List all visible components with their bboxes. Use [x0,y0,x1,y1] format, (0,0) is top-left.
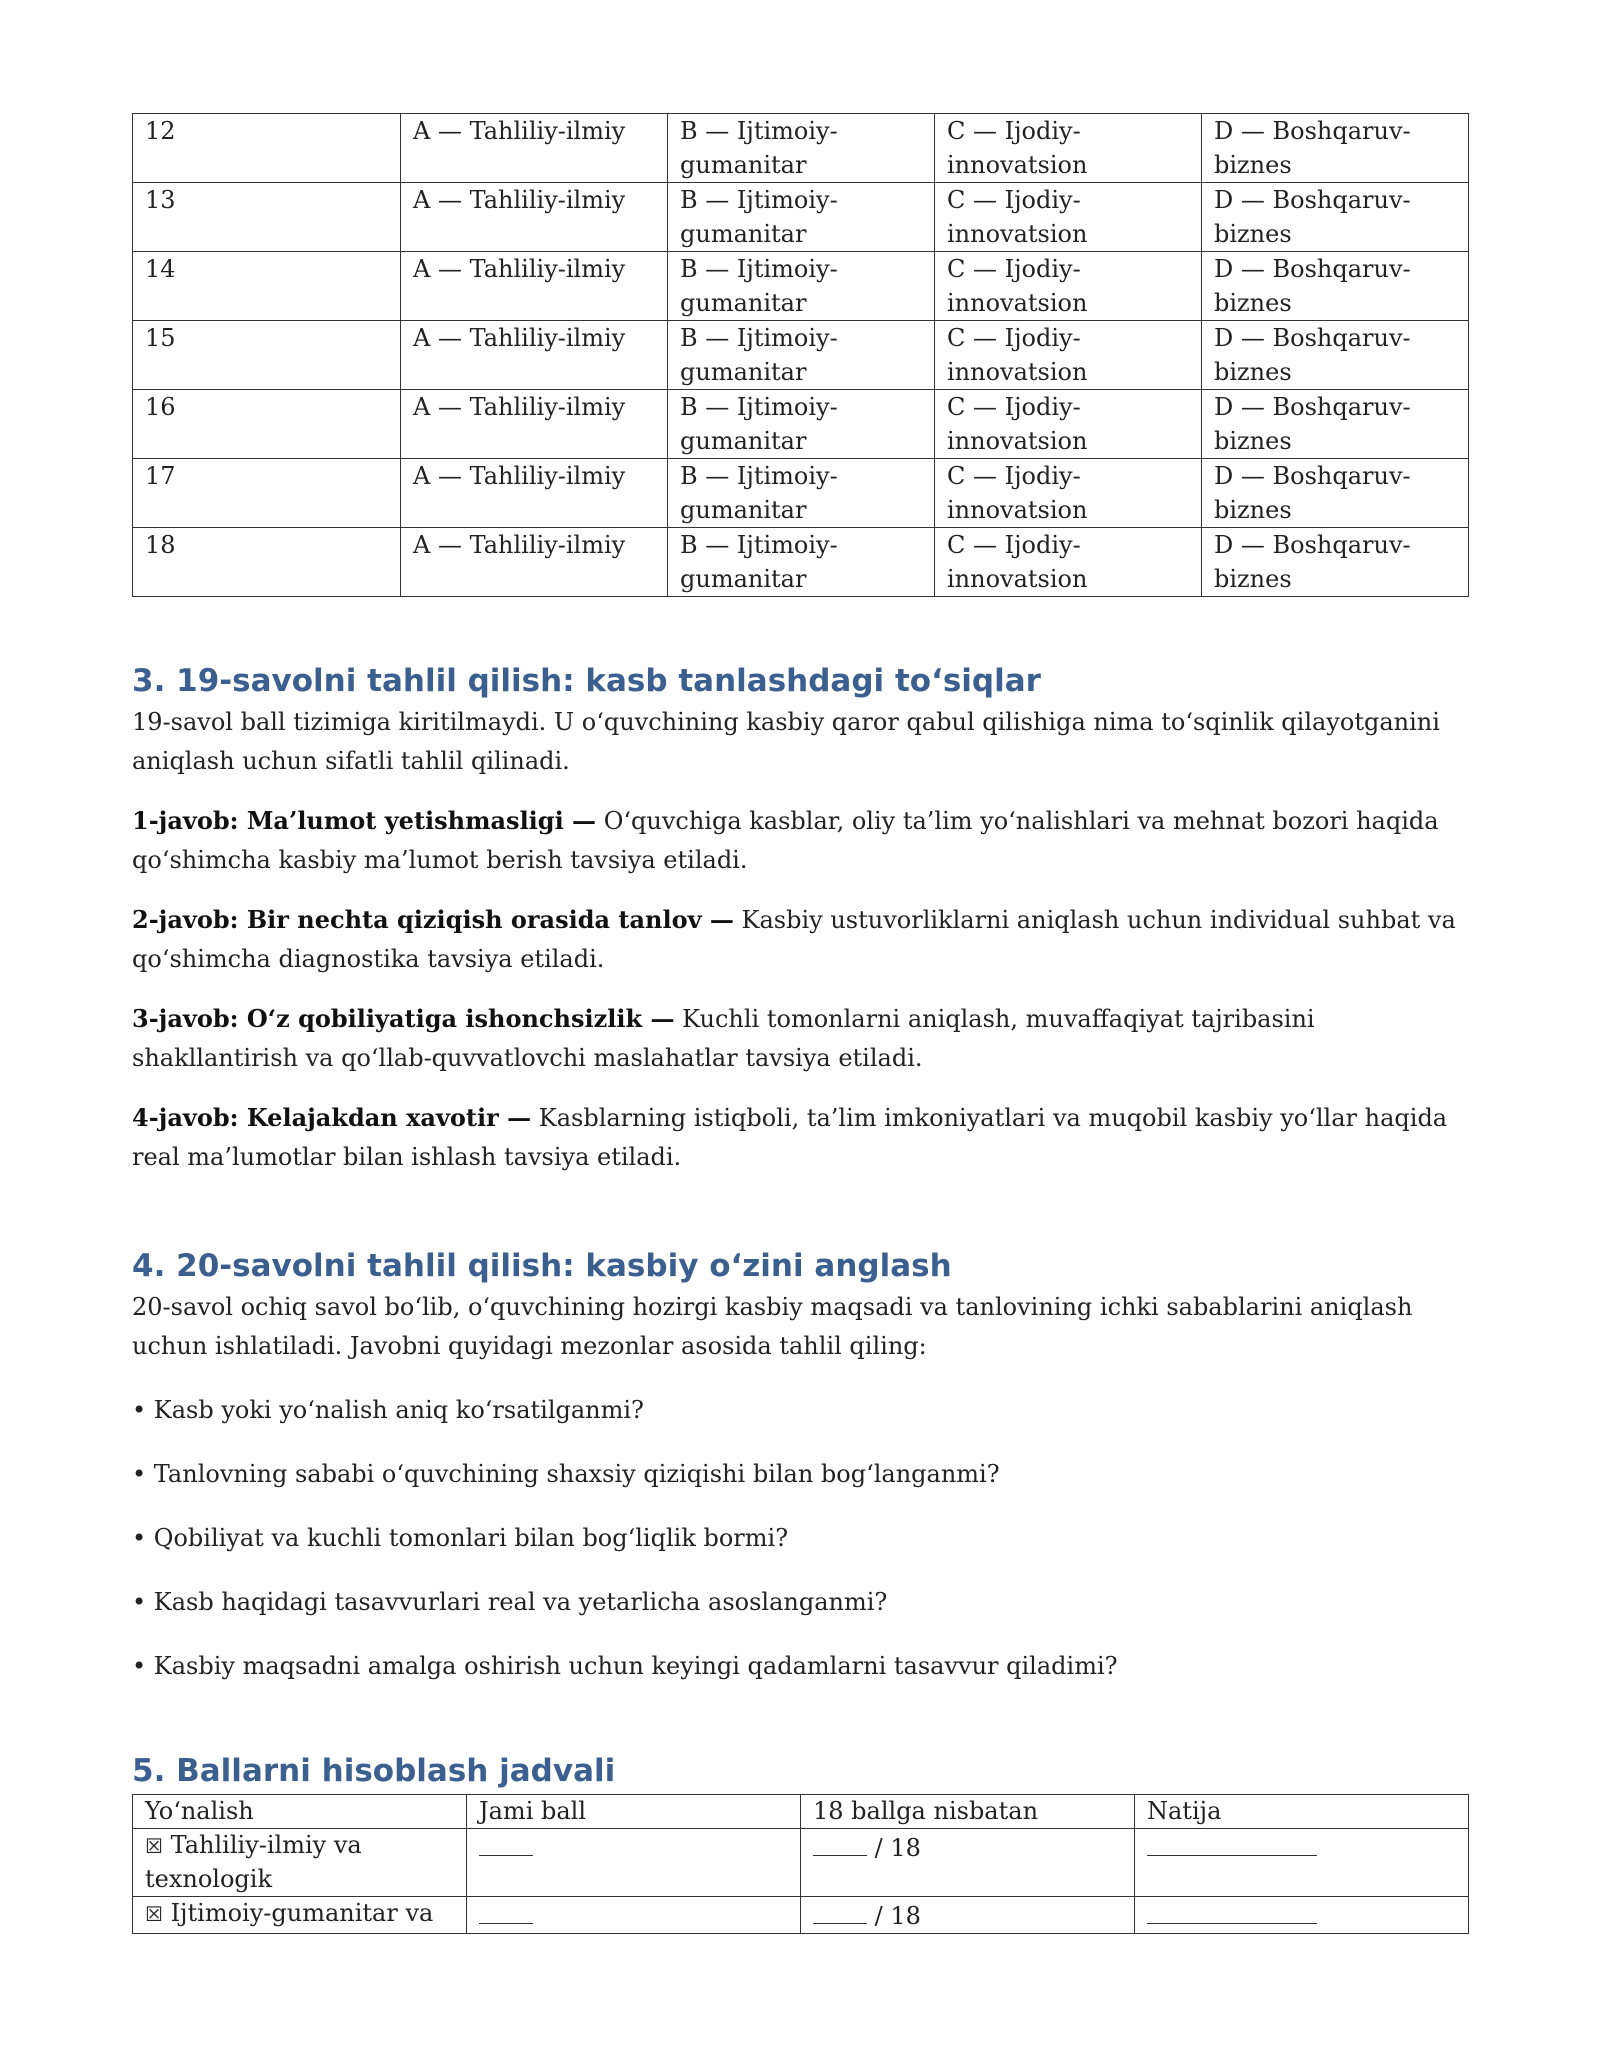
header-result: Natija [1135,1795,1469,1829]
option-c: C — Ijodiy-innovatsion [935,459,1202,528]
total-score-cell [467,1897,801,1934]
list-item: • Kasb haqidagi tasavvurlari real va yetarlicha asoslanganmi? [132,1588,888,1616]
score-table [132,1794,1469,1934]
barrier-answer-label: 1-javob: Ma’lumot yetishmasligi — [132,806,597,835]
section-4-heading: 4. 20-savolni tahlil qilish: kasbiy o‘zini anglash [132,1248,952,1284]
option-d: D — Boshqaruv-biznes [1202,528,1469,597]
table-row [133,390,1469,459]
list-item: • Tanlovning sababi o‘quvchining shaxsiy qiziqishi bilan bog‘langanmi? [132,1460,1000,1488]
section-4-intro: 20-savol ochiq savol bo‘lib, o‘quvchining hozirgi kasbiy maqsadi va tanlovining ichki sabablarini aniqlash uchun ishlatiladi. Javobni quyidagi mezonlar asosida tahlil qiling: [132,1293,1413,1360]
header-direction: Yo‘nalish [133,1795,467,1829]
option-d: D — Boshqaruv-biznes [1202,114,1469,183]
barrier-answer-label: 4-javob: Kelajakdan xavotir — [132,1103,532,1132]
result-cell [1135,1897,1469,1934]
direction-label: Ijtimoiy-gumanitar va [170,1899,434,1927]
question-number: 15 [133,321,401,390]
answer-options-table [132,113,1469,597]
option-b: B — Ijtimoiy-gumanitar [668,321,935,390]
list-item: • Kasbiy maqsadni amalga oshirish uchun keyingi qadamlarni tasavvur qiladimi? [132,1652,1118,1680]
option-c: C — Ijodiy-innovatsion [935,321,1202,390]
option-d: D — Boshqaruv-biznes [1202,390,1469,459]
section-3-answers [132,801,1468,1177]
question-number: 18 [133,528,401,597]
ratio-cell [801,1829,1135,1897]
direction-label: Tahliliy-ilmiy va texnologik [145,1831,362,1893]
score-table-body [133,1795,1469,1934]
option-a: A — Tahliliy-ilmiy [401,390,668,459]
barrier-answer [132,999,1468,1078]
option-c: C — Ijodiy-innovatsion [935,390,1202,459]
ratio-denominator: / 18 [874,1834,921,1862]
option-d: D — Boshqaruv-biznes [1202,183,1469,252]
question-number: 17 [133,459,401,528]
section-3 [132,662,1468,1177]
barrier-answer [132,1098,1468,1177]
question-number: 12 [133,114,401,183]
answer-options-body [133,114,1469,597]
document-page [132,113,1468,1934]
option-b: B — Ijtimoiy-gumanitar [668,114,935,183]
barrier-answer [132,801,1468,880]
option-a: A — Tahliliy-ilmiy [401,528,668,597]
question-number: 14 [133,252,401,321]
barrier-answer-text: Kasblarning istiqboli, ta’lim imkoniyatlari va muqobil kasbiy yo‘llar haqida real ma’lumotlar bilan ishlash tavsiya etiladi. [132,1104,1448,1171]
option-b: B — Ijtimoiy-gumanitar [668,459,935,528]
direction-cell [133,1897,467,1934]
total-score-blank[interactable] [479,1897,533,1924]
checkbox-icon[interactable]: ☒ [145,1902,163,1926]
header-ratio: 18 ballga nisbatan [801,1795,1135,1829]
barrier-answer [132,900,1468,979]
result-blank[interactable] [1147,1829,1317,1856]
checkbox-icon[interactable]: ☒ [145,1834,163,1858]
header-total: Jami ball [467,1795,801,1829]
ratio-cell [801,1897,1135,1934]
option-b: B — Ijtimoiy-gumanitar [668,183,935,252]
section-3-heading: 3. 19-savolni tahlil qilish: kasb tanlashdagi to‘siqlar [132,663,1041,699]
table-row [133,183,1469,252]
option-c: C — Ijodiy-innovatsion [935,114,1202,183]
section-4-criteria-list [132,1391,1468,1686]
table-row [133,252,1469,321]
table-row [133,459,1469,528]
table-row [133,1897,1469,1934]
question-number: 13 [133,183,401,252]
section-4 [132,1247,1468,1686]
table-row [133,114,1469,183]
option-d: D — Boshqaruv-biznes [1202,321,1469,390]
option-c: C — Ijodiy-innovatsion [935,528,1202,597]
result-blank[interactable] [1147,1897,1317,1924]
barrier-answer-label: 3-javob: O‘z qobiliyatiga ishonchsizlik — [132,1004,675,1033]
option-d: D — Boshqaruv-biznes [1202,459,1469,528]
total-score-blank[interactable] [479,1829,533,1856]
result-cell [1135,1829,1469,1897]
list-item: • Qobiliyat va kuchli tomonlari bilan bog‘liqlik bormi? [132,1524,789,1552]
total-score-cell [467,1829,801,1897]
option-b: B — Ijtimoiy-gumanitar [668,528,935,597]
question-number: 16 [133,390,401,459]
table-row [133,321,1469,390]
option-a: A — Tahliliy-ilmiy [401,252,668,321]
table-row [133,528,1469,597]
option-c: C — Ijodiy-innovatsion [935,252,1202,321]
barrier-answer-text: Kuchli tomonlarni aniqlash, muvaffaqiyat tajribasini shakllantirish va qo‘llab-quvvatlovchi maslahatlar tavsiya etiladi. [132,1005,1315,1072]
ratio-blank[interactable] [813,1897,867,1924]
ratio-denominator: / 18 [874,1902,921,1930]
option-a: A — Tahliliy-ilmiy [401,321,668,390]
option-a: A — Tahliliy-ilmiy [401,183,668,252]
barrier-answer-label: 2-javob: Bir nechta qiziqish orasida tanlov — [132,905,734,934]
score-table-header-row [133,1795,1469,1829]
option-c: C — Ijodiy-innovatsion [935,183,1202,252]
option-a: A — Tahliliy-ilmiy [401,114,668,183]
section-3-intro: 19-savol ball tizimiga kiritilmaydi. U o‘quvchining kasbiy qaror qabul qilishiga nima to‘sqinlik qilayotganini aniqlash uchun sifatli tahlil qilinadi. [132,708,1440,775]
barrier-answer-text: O‘quvchiga kasblar, oliy ta’lim yo‘nalishlari va mehnat bozori haqida qo‘shimcha kasbiy ma’lumot berish tavsiya etiladi. [132,807,1439,874]
section-5 [132,1752,1468,1934]
ratio-blank[interactable] [813,1829,867,1856]
option-b: B — Ijtimoiy-gumanitar [668,252,935,321]
list-item: • Kasb yoki yo‘nalish aniq ko‘rsatilganmi? [132,1396,644,1424]
option-a: A — Tahliliy-ilmiy [401,459,668,528]
option-b: B — Ijtimoiy-gumanitar [668,390,935,459]
section-5-heading: 5. Ballarni hisoblash jadvali [132,1753,616,1789]
table-row [133,1829,1469,1897]
barrier-answer-text: Kasbiy ustuvorliklarni aniqlash uchun individual suhbat va qo‘shimcha diagnostika tavsiya etiladi. [132,906,1456,973]
direction-cell [133,1829,467,1897]
option-d: D — Boshqaruv-biznes [1202,252,1469,321]
